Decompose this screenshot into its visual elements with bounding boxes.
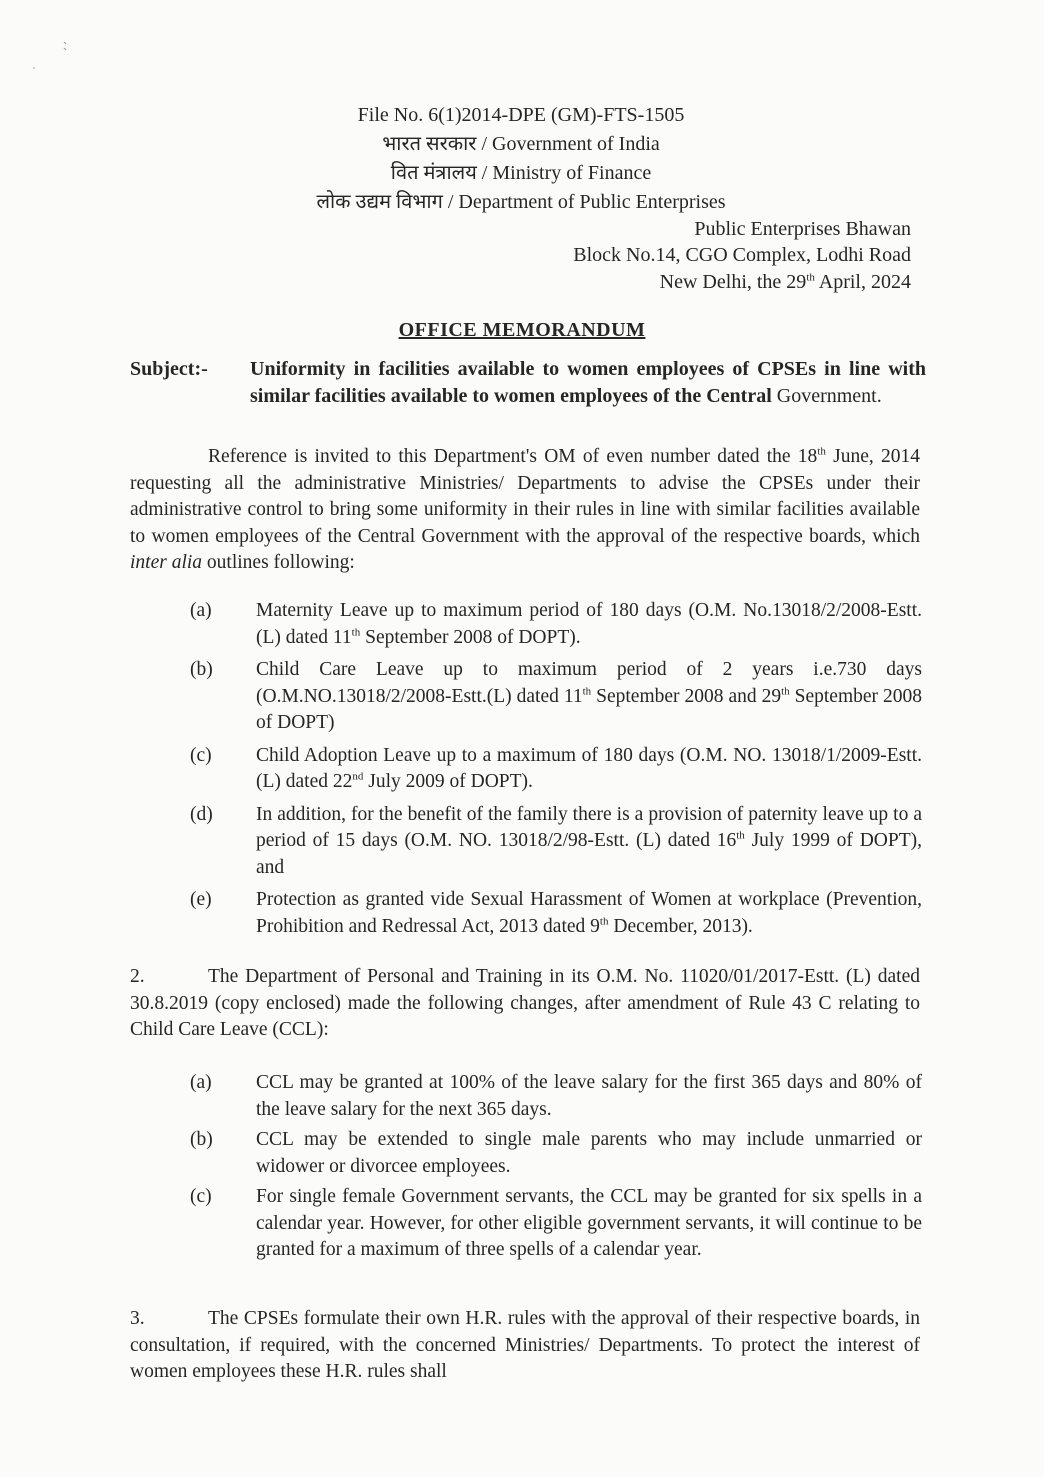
government-line: भारत सरकार / Government of India — [382, 133, 660, 155]
subject-label: Subject:- — [130, 358, 208, 380]
list-marker: (c) — [190, 1186, 212, 1207]
subject-block — [130, 356, 926, 410]
list-marker: (b) — [190, 659, 213, 680]
paragraph-number: 2. — [130, 966, 145, 987]
address-block: Block No.14, CGO Complex, Lodhi Road — [573, 244, 911, 266]
list-item: (c) For single female Government servants, the CCL may be granted for six spells in a calendar year. However, for other eligible government servants, it will continue to be granted for a maximum of three spells of a calendar year. — [190, 1186, 922, 1260]
list-item: (e) Protection as granted vide Sexual Harassment of Women at workplace (Prevention, Prohibition and Redressal Act, 2013 dated 9th December, 2013). — [190, 889, 922, 937]
reference-paragraph: Reference is invited to this Department's OM of even number dated the 18th June, 2014 requesting all the administrative Ministries/ Departments to advise the CPSEs under their administrative control to bring some uniformity in their rules in line with similar facilities available to women employees of the Central Government with the approval of the respective boards, which inter alia outlines following: — [130, 445, 921, 573]
scan-speck-marks — [28, 36, 68, 76]
paragraph-number: 3. — [130, 1308, 145, 1329]
list-marker: (e) — [190, 889, 212, 910]
memo-date: New Delhi, the 29th April, 2024 — [659, 271, 911, 293]
ministry-line: वित मंत्रालय / Ministry of Finance — [390, 162, 652, 184]
file-number: File No. 6(1)2014-DPE (GM)-FTS-1505 — [357, 104, 685, 126]
list-marker: (b) — [190, 1129, 213, 1150]
list-marker: (a) — [190, 600, 212, 621]
list-marker: (c) — [190, 744, 212, 766]
page-title: OFFICE MEMORANDUM — [398, 319, 646, 341]
facilities-list — [190, 598, 922, 940]
list-item: (a) CCL may be granted at 100% of the leave salary for the first 365 days and 80% of the leave salary for the next 365 days. — [190, 1072, 922, 1120]
list-item: (b) Child Care Leave up to maximum period of 2 years i.e.730 days (O.M.NO.13018/2/2008-Estt.(L) dated 11th September 2008 and 29th September 2008 of DOPT) — [190, 659, 922, 733]
list-item: (b) CCL may be extended to single male parents who may include unmarried or widower or divorcee employees. — [190, 1129, 922, 1177]
list-item: (d) In addition, for the benefit of the family there is a provision of paternity leave up to a period of 15 days (O.M. NO. 13018/2/98-Estt. (L) dated 16th July 1999 of DOPT), and — [190, 803, 922, 878]
dopt-paragraph: 2. The Department of Personal and Training in its O.M. No. 11020/01/2017-Estt. (L) dated 30.8.2019 (copy enclosed) made the following changes, after amendment of Rule 43 C relating to Child Care Leave (CCL): — [130, 966, 920, 1040]
department-line: लोक उद्यम विभाग / Department of Public Enterprises — [316, 191, 726, 213]
list-marker: (a) — [190, 1072, 212, 1093]
list-item: (a) Maternity Leave up to maximum period of 180 days (O.M. No.13018/2/2008-Estt.(L) dated 11th September 2008 of DOPT). — [190, 600, 922, 648]
list-item: (c) Child Adoption Leave up to a maximum of 180 days (O.M. NO. 13018/1/2009-Estt.(L) dated 22nd July 2009 of DOPT). — [190, 744, 922, 792]
subject-text: Uniformity in facilities available to women employees of CPSEs in line with similar facilities available to women employees of the Central Government. — [250, 358, 926, 407]
address-building: Public Enterprises Bhawan — [694, 218, 911, 240]
list-marker: (d) — [190, 803, 213, 825]
ccl-changes-list — [190, 1070, 922, 1264]
cpse-paragraph: 3. The CPSEs formulate their own H.R. rules with the approval of their respective boards, in consultation, if required, with the concerned Ministries/ Departments. To protect the interest of women employees these H.R. rules shall — [130, 1308, 920, 1382]
